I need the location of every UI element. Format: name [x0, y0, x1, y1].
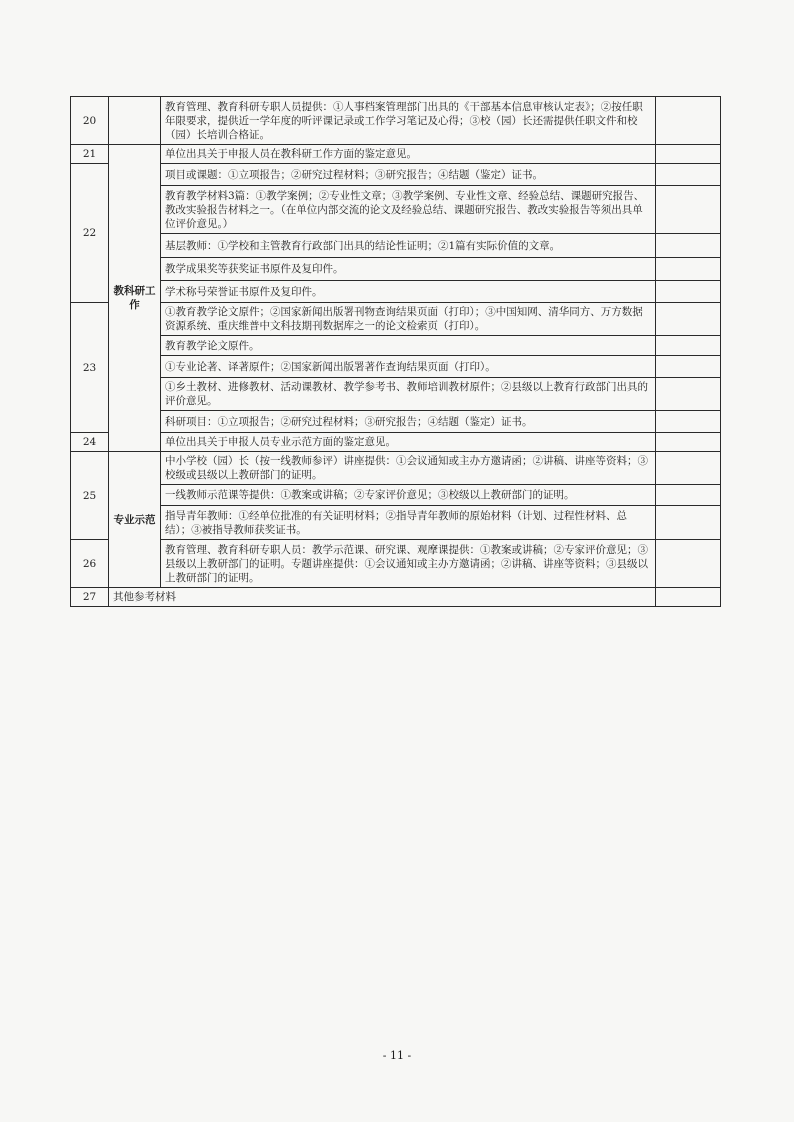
row-number: 23: [71, 303, 109, 433]
row-number: 20: [71, 97, 109, 145]
row-content: 学术称号荣誉证书原件及复印件。: [161, 281, 656, 303]
table-row: [71, 303, 721, 336]
row-content: 教育管理、教育科研专职人员提供：①人事档案管理部门出具的《干部基本信息审核认定表》；②按任职年限要求，提供近一学年度的听评课记录或工作学习笔记及心得；③校（园）长还需提供任职文件和校（园）长培训合格证。: [161, 97, 656, 145]
row-content: 教育管理、教育科研专职人员：教学示范课、研究课、观摩课提供：①教案或讲稿；②专家评价意见；③县级以上教研部门的证明。专题讲座提供：①会议通知或主办方邀请函；②讲稿、讲座等资料；③县级以上教研部门的证明。: [161, 540, 656, 588]
row-content: 指导青年教师：①经单位批准的有关证明材料；②指导青年教师的原始材料（计划、过程性材料、总结）；③被指导教师获奖证书。: [161, 506, 656, 540]
check-cell: [656, 234, 721, 258]
check-cell: [656, 258, 721, 281]
check-cell: [656, 588, 721, 607]
row-number: 24: [71, 433, 109, 452]
row-content: 项目或课题：①立项报告；②研究过程材料；③研究报告；④结题（鉴定）证书。: [161, 164, 656, 186]
table-row: [71, 164, 721, 186]
check-cell: [656, 303, 721, 336]
row-content: 科研项目：①立项报告；②研究过程材料；③研究报告；④结题（鉴定）证书。: [161, 411, 656, 433]
table-row: [71, 378, 721, 411]
check-cell: [656, 97, 721, 145]
row-content: ①乡土教材、进修教材、活动课教材、教学参考书、教师培训教材原件；②县级以上教育行政部门出具的评价意见。: [161, 378, 656, 411]
row-content: 教育教学论文原件。: [161, 336, 656, 356]
table-row: [71, 336, 721, 356]
row-number: 25: [71, 452, 109, 540]
check-cell: [656, 336, 721, 356]
row-number: 27: [71, 588, 109, 607]
category-research: 教科研工作: [109, 145, 161, 452]
table-row: [71, 234, 721, 258]
page-number: - 11 -: [382, 1049, 412, 1062]
table-row: [71, 281, 721, 303]
check-cell: [656, 452, 721, 485]
check-cell: [656, 356, 721, 378]
row-content: 教学成果奖等获奖证书原件及复印件。: [161, 258, 656, 281]
category-cell-empty: [109, 97, 161, 145]
category-demo: 专业示范: [109, 452, 161, 588]
check-cell: [656, 378, 721, 411]
table-row: [71, 258, 721, 281]
check-cell: [656, 281, 721, 303]
check-cell: [656, 164, 721, 186]
check-cell: [656, 540, 721, 588]
materials-table: [70, 96, 721, 607]
table-row: [71, 97, 721, 145]
table-row: [71, 145, 721, 164]
row-number: 21: [71, 145, 109, 164]
table-row: [71, 186, 721, 234]
check-cell: [656, 433, 721, 452]
row-number: 26: [71, 540, 109, 588]
check-cell: [656, 506, 721, 540]
table-row: [71, 588, 721, 607]
check-cell: [656, 186, 721, 234]
check-cell: [656, 411, 721, 433]
table-row: [71, 485, 721, 506]
table-row: [71, 540, 721, 588]
row-content: 单位出具关于申报人员在教科研工作方面的鉴定意见。: [161, 145, 656, 164]
table-row: [71, 506, 721, 540]
row-content: 其他参考材料: [109, 588, 656, 607]
check-cell: [656, 145, 721, 164]
table-row: [71, 411, 721, 433]
table-row: [71, 433, 721, 452]
row-content: 单位出具关于申报人员专业示范方面的鉴定意见。: [161, 433, 656, 452]
table-row: [71, 356, 721, 378]
check-cell: [656, 485, 721, 506]
row-content: ①教育教学论文原件；②国家新闻出版署刊物查询结果页面（打印）；③中国知网、清华同方、万方数据资源系统、重庆维普中文科技期刊数据库之一的论文检索页（打印）。: [161, 303, 656, 336]
row-content: ①专业论著、译著原件；②国家新闻出版署著作查询结果页面（打印）。: [161, 356, 656, 378]
table-row: [71, 452, 721, 485]
row-number: 22: [71, 164, 109, 303]
row-content: 一线教师示范课等提供：①教案或讲稿；②专家评价意见；③校级以上教研部门的证明。: [161, 485, 656, 506]
row-content: 基层教师：①学校和主管教育行政部门出具的结论性证明；②1篇有实际价值的文章。: [161, 234, 656, 258]
row-content: 教育教学材料3篇：①教学案例；②专业性文章；③教学案例、专业性文章、经验总结、课题研究报告、教改实验报告材料之一。（在单位内部交流的论文及经验总结、课题研究报告、教改实验报告等须出具单位评价意见。）: [161, 186, 656, 234]
row-content: 中小学校（园）长（按一线教师参评）讲座提供：①会议通知或主办方邀请函；②讲稿、讲座等资料；③校级或县级以上教研部门的证明。: [161, 452, 656, 485]
